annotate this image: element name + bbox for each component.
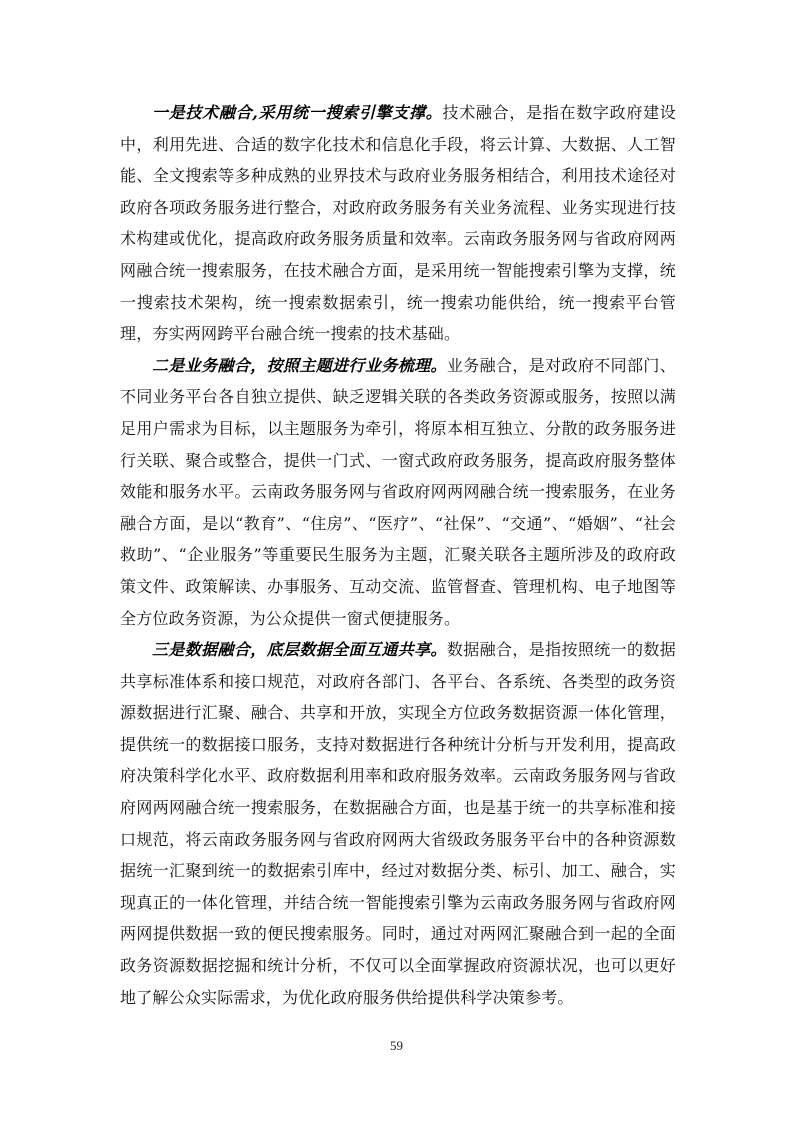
paragraph-lead: 三是数据融合，底层数据全面互通共享。 — [152, 640, 447, 660]
paragraph-technology-fusion — [120, 97, 676, 350]
paragraph-lead: 一是技术融合,采用统一搜索引擎支撑。 — [152, 103, 443, 122]
paragraph-business-fusion — [120, 350, 676, 634]
paragraph-body: 业务融合，是对政府不同部门、不同业务平台各自独立提供、缺乏逻辑关联的各类政务资源或服务，按照以满足用户需求为目标，以主题服务为牵引，将原本相互独立、分散的政务服务进行关联、聚合或整合，提供一门式、一窗式政府政务服务，提高政府服务整体效能和服务水平。云南政务服务网与省政府网两网融合统一搜索服务，在业务融合方面，是以“教育”、“住房”、“医疗”、“社保”、“交通”、“婚姻”、“社会救助”、“企业服务”等重要民生服务为主题，汇聚关联各主题所涉及的政府政策文件、政策解读、办事服务、互动交流、监管督查、管理机构、电子地图等全方位政务资源，为公众提供一窗式便捷服务。 — [120, 355, 676, 628]
paragraph-data-fusion — [120, 634, 676, 1013]
paragraph-lead: 二是业务融合，按照主题进行业务梳理。 — [152, 355, 447, 375]
body-text — [120, 97, 676, 1013]
paragraph-body: 数据融合，是指按照统一的数据共享标准体系和接口规范，对政府各部门、各平台、各系统、各类型的政务资源数据进行汇聚、融合、共享和开放，实现全方位政务数据资源一体化管理，提供统一的数据接口服务，支持对数据进行各种统计分析与开发利用，提高政府决策科学化水平、政府数据利用率和政府服务效率。云南政务服务网与省政府网两网融合统一搜索服务，在数据融合方面，也是基于统一的共享标准和接口规范，将云南政务服务网与省政府网两大省级政务服务平台中的各种资源数据统一汇聚到统一的数据索引库中，经过对数据分类、标引、加工、融合，实现真正的一体化管理，并结合统一智能搜索引擎为云南政务服务网与省政府网两网提供数据一致的便民搜索服务。同时，通过对两网汇聚融合到一起的全面政务资源数据挖掘和统计分析，不仅可以全面掌握政府资源状况，也可以更好地了解公众实际需求，为优化政府服务供给提供科学决策参考。 — [120, 640, 676, 1007]
page-number: 59 — [390, 1038, 403, 1053]
paragraph-body: 技术融合，是指在数字政府建设中，利用先进、合适的数字化技术和信息化手段，将云计算、大数据、人工智能、全文搜索等多种成熟的业界技术与政府业务服务相结合，利用技术途径对政府各项政务服务进行整合，对政府政务服务有关业务流程、业务实现进行技术构建或优化，提高政府政务服务质量和效率。云南政务服务网与省政府网两网融合统一搜索服务，在技术融合方面，是采用统一智能搜索引擎为支撑，统一搜索技术架构，统一搜索数据索引，统一搜索功能供给，统一搜索平台管理，夯实两网跨平台融合统一搜索的技术基础。 — [120, 103, 677, 344]
